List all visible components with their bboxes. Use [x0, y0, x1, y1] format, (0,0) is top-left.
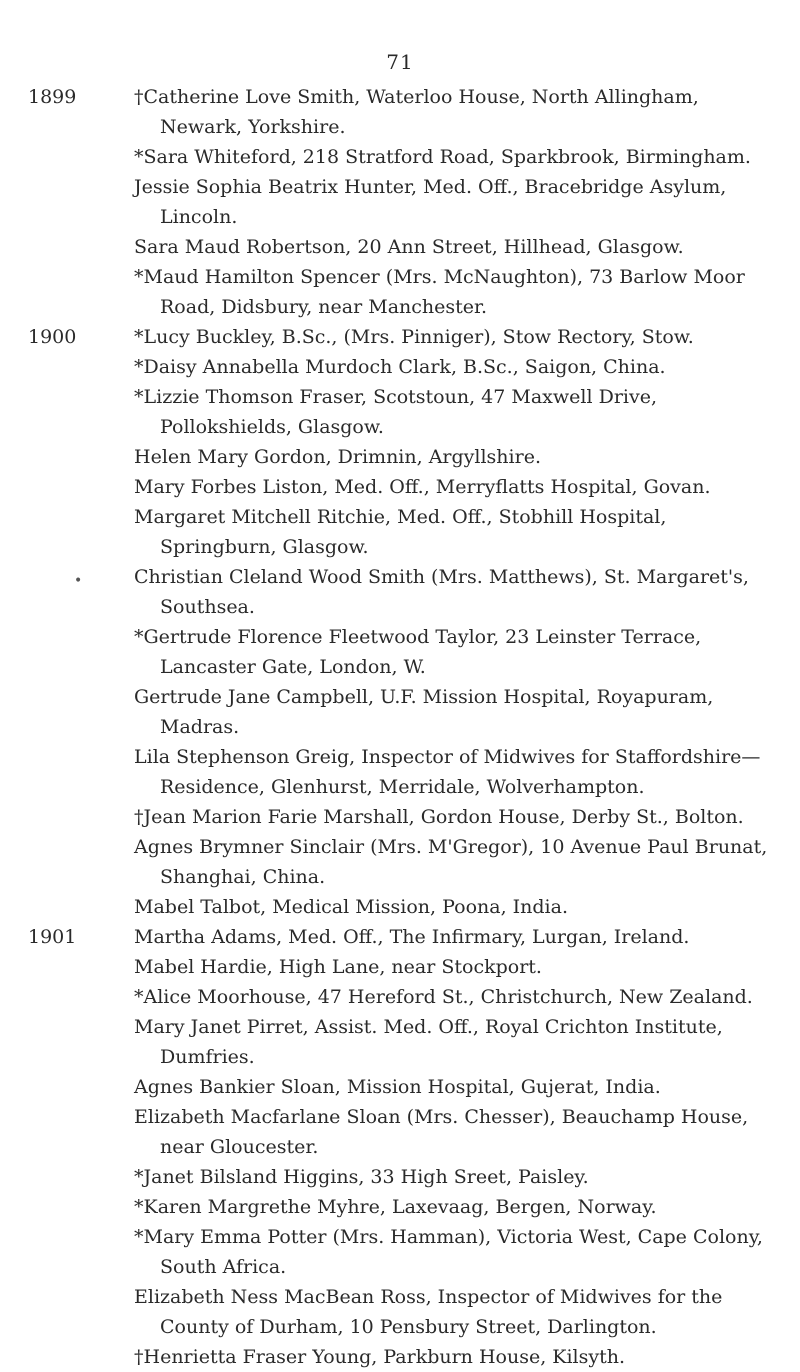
- register-entry: [134, 1342, 778, 1372]
- entry-text: *Daisy Annabella Murdoch Clark, B.Sc., Saigon, China.: [134, 356, 666, 378]
- entry-text: *Alice Moorhouse, 47 Hereford St., Christchurch, New Zealand.: [134, 986, 753, 1008]
- register-entry: [134, 502, 778, 562]
- entry-text: Agnes Bankier Sloan, Mission Hospital, Gujerat, India.: [134, 1076, 661, 1098]
- entry-text: *Lucy Buckley, B.Sc., (Mrs. Pinniger), Stow Rectory, Stow.: [134, 326, 694, 348]
- register-entry: [134, 262, 778, 322]
- entry-text: Mary Forbes Liston, Med. Off., Merryflatts Hospital, Govan.: [134, 476, 711, 498]
- entry-text: Agnes Brymner Sinclair (Mrs. M'Gregor), 10 Avenue Paul Brunat, Shanghai, China.: [134, 836, 768, 888]
- register-entry: [134, 382, 778, 442]
- register-entry: [134, 232, 778, 262]
- register-entry: [134, 1222, 778, 1282]
- entry-text: Helen Mary Gordon, Drimnin, Argyllshire.: [134, 446, 541, 468]
- register-entry: [28, 82, 778, 142]
- register-entry: [28, 922, 778, 952]
- entry-text: Christian Cleland Wood Smith (Mrs. Matthews), St. Margaret's, Southsea.: [134, 566, 749, 618]
- entry-text: Elizabeth Ness MacBean Ross, Inspector of Midwives for the County of Durham, 10 Pensbury Street, Darlington.: [134, 1286, 723, 1338]
- entry-text: Martha Adams, Med. Off., The Infirmary, Lurgan, Ireland.: [134, 926, 690, 948]
- entry-text: Mabel Talbot, Medical Mission, Poona, India.: [134, 896, 568, 918]
- margin-mark: •: [74, 573, 83, 589]
- entry-text: Gertrude Jane Campbell, U.F. Mission Hospital, Royapuram, Madras.: [134, 686, 714, 738]
- entry-list: [0, 82, 800, 1372]
- entry-text: Lila Stephenson Greig, Inspector of Midwives for Staffordshire— Residence, Glenhurst, Merridale, Wolverhampton.: [134, 746, 761, 798]
- register-entry: [134, 682, 778, 742]
- register-entry: [134, 352, 778, 382]
- register-entry: [134, 832, 778, 892]
- entry-text: *Sara Whiteford, 218 Stratford Road, Sparkbrook, Birmingham.: [134, 146, 751, 168]
- register-entry: [134, 1282, 778, 1342]
- entry-text: Mary Janet Pirret, Assist. Med. Off., Royal Crichton Institute, Dumfries.: [134, 1016, 723, 1068]
- page-number: 71: [386, 50, 414, 74]
- entry-text: Mabel Hardie, High Lane, near Stockport.: [134, 956, 542, 978]
- entry-year: 1901: [28, 926, 77, 948]
- entry-text: *Lizzie Thomson Fraser, Scotstoun, 47 Maxwell Drive, Pollokshields, Glasgow.: [134, 386, 658, 438]
- register-entry: [134, 1012, 778, 1072]
- register-entry: [134, 742, 778, 802]
- entry-text: *Janet Bilsland Higgins, 33 High Sreet, Paisley.: [134, 1166, 589, 1188]
- entry-text: †Henrietta Fraser Young, Parkburn House, Kilsyth.: [134, 1346, 626, 1368]
- register-entry: [134, 1072, 778, 1102]
- entry-text: Elizabeth Macfarlane Sloan (Mrs. Chesser), Beauchamp House, near Gloucester.: [134, 1106, 749, 1158]
- register-entry: [134, 1162, 778, 1192]
- register-entry: [134, 952, 778, 982]
- register-entry: [74, 562, 778, 622]
- register-entry: [134, 982, 778, 1012]
- register-entry: [134, 622, 778, 682]
- entry-text: Jessie Sophia Beatrix Hunter, Med. Off., Bracebridge Asylum, Lincoln.: [134, 176, 727, 228]
- entry-year: 1900: [28, 326, 77, 348]
- entry-text: *Mary Emma Potter (Mrs. Hamman), Victoria West, Cape Colony, South Africa.: [134, 1226, 763, 1278]
- register-entry: [134, 1192, 778, 1222]
- register-entry: [134, 892, 778, 922]
- register-entry: [134, 472, 778, 502]
- register-entry: [28, 322, 778, 352]
- entry-year: 1899: [28, 86, 77, 108]
- entry-text: *Gertrude Florence Fleetwood Taylor, 23 Leinster Terrace, Lancaster Gate, London, W.: [134, 626, 702, 678]
- register-entry: [134, 442, 778, 472]
- entry-text: Sara Maud Robertson, 20 Ann Street, Hillhead, Glasgow.: [134, 236, 684, 258]
- entry-text: *Maud Hamilton Spencer (Mrs. McNaughton), 73 Barlow Moor Road, Didsbury, near Manchester.: [134, 266, 745, 318]
- register-entry: [134, 142, 778, 172]
- register-entry: [134, 172, 778, 232]
- entry-text: *Karen Margrethe Myhre, Laxevaag, Bergen, Norway.: [134, 1196, 657, 1218]
- entry-text: †Catherine Love Smith, Waterloo House, North Allingham, Newark, Yorkshire.: [134, 86, 699, 138]
- entry-text: †Jean Marion Farie Marshall, Gordon House, Derby St., Bolton.: [134, 806, 744, 828]
- register-entry: [134, 1102, 778, 1162]
- entry-text: Margaret Mitchell Ritchie, Med. Off., Stobhill Hospital, Springburn, Glasgow.: [134, 506, 667, 558]
- register-entry: [134, 802, 778, 832]
